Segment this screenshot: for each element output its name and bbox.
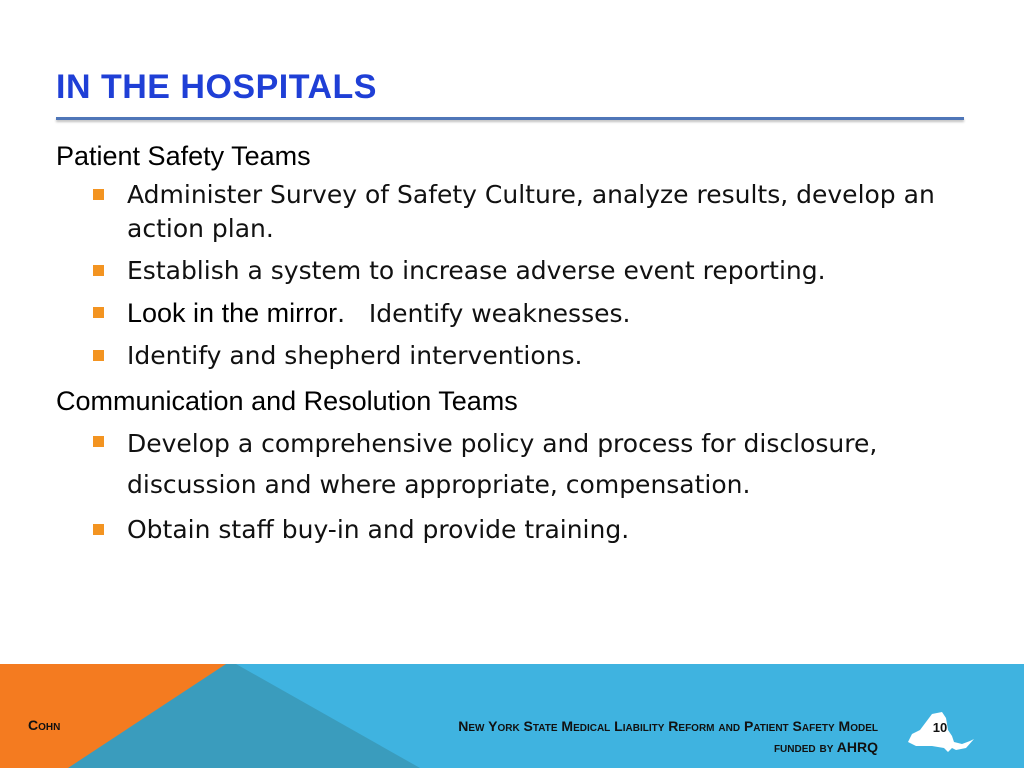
communication-resolution-bullets: [56, 423, 956, 547]
footer-author: Cohn: [28, 717, 61, 733]
bullet-item: [56, 178, 956, 246]
bullet-emphasis: Look in the mirror: [127, 298, 338, 328]
page-number: 10: [932, 720, 948, 735]
footer-funding-line: funded by AHRQ: [773, 739, 878, 755]
bullet-item: [56, 513, 956, 547]
bullet-text: Identify and shepherd interventions.: [127, 341, 583, 370]
section-heading-communication-resolution-teams: Communication and Resolution Teams: [56, 386, 518, 416]
bullet-text: Administer Survey of Safety Culture, analyze results, develop an action plan.: [127, 180, 935, 243]
bullet-item: [56, 296, 956, 331]
square-bullet-icon: [93, 524, 104, 535]
bullet-item: [56, 339, 956, 373]
square-bullet-icon: [93, 265, 104, 276]
square-bullet-icon: [93, 350, 104, 361]
patient-safety-bullets: [56, 178, 956, 373]
bullet-item: [56, 423, 956, 505]
slide-title: IN THE HOSPITALS: [56, 68, 377, 106]
bullet-text: Obtain staff buy-in and provide training.: [127, 515, 630, 544]
square-bullet-icon: [93, 189, 104, 200]
section-heading-patient-safety-teams: Patient Safety Teams: [56, 141, 311, 171]
slide-content: [56, 138, 956, 555]
square-bullet-icon: [93, 436, 104, 447]
bullet-item: [56, 254, 956, 288]
title-divider: [56, 117, 964, 120]
bullet-text: . Identify weaknesses.: [337, 299, 631, 328]
footer-title-line: New York State Medical Liability Reform and Patient Safety Model: [458, 718, 878, 734]
footer-title-block: [458, 716, 878, 758]
bullet-text: Establish a system to increase adverse event reporting.: [127, 256, 826, 285]
bullet-text: Develop a comprehensive policy and process for disclosure, discussion and where appropriate, compensation.: [127, 429, 878, 499]
square-bullet-icon: [93, 307, 104, 318]
